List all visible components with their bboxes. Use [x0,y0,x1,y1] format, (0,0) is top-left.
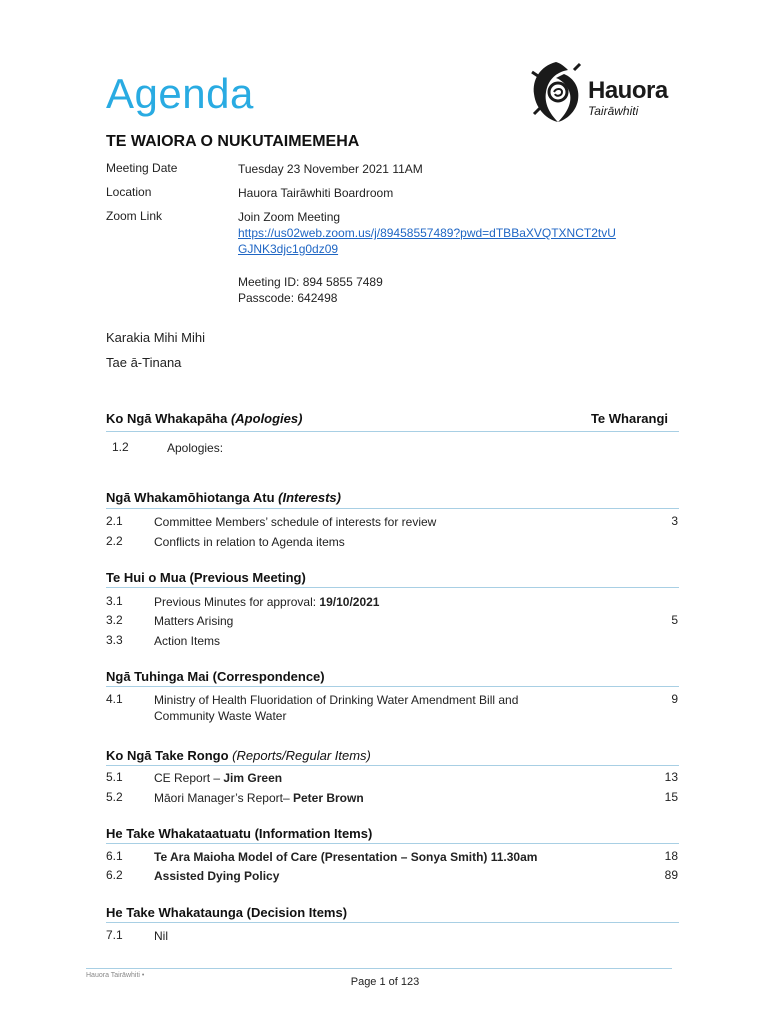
section-divider [106,765,679,766]
item-number: 3.2 [106,613,123,627]
item-number: 3.1 [106,594,123,608]
section-divider [106,431,679,432]
item-number: 6.1 [106,849,123,863]
logo-name: Hauora [588,77,668,104]
item-text-bold: 19/10/2021 [319,595,380,609]
section-reports-title [106,748,371,763]
item-text [154,770,534,786]
item-text [154,594,534,610]
section-decision-title: He Take Whakataunga (Decision Items) [106,905,348,920]
footer-organisation: Hauora Tairāwhiti • [86,972,145,979]
karakia: Karakia Mihi Mihi [106,330,205,345]
section-reports-title-sub: (Reports/Regular Items) [232,748,371,763]
meeting-date-label: Meeting Date [106,161,178,175]
tae-a-tinana: Tae ā-Tinana [106,355,182,370]
meeting-id: Meeting ID: 894 5855 7489 [238,275,383,289]
item-page-number: 9 [671,692,678,706]
item-page-number: 13 [664,770,678,784]
section-apologies-title-sub: (Apologies) [230,411,303,426]
zoom-join-text: Join Zoom Meeting [238,210,341,224]
item-text: Conflicts in relation to Agenda items [154,535,345,549]
page-column-header: Te Wharangi [590,411,668,426]
section-interests-title-sub: (Interests) [278,490,341,505]
section-apologies-title-main: Ko Ngā Whakapāha [106,411,231,426]
item-page-number: 3 [671,514,678,528]
section-interests-title-main: Ngā Whakamōhiotanga Atu [106,490,279,505]
footer-page-number: Page 1 of 123 [350,976,420,988]
passcode: Passcode: 642498 [238,291,338,305]
item-text: Apologies: [167,441,224,455]
section-correspondence-title: Ngā Tuhinga Mai (Correspondence) [106,669,325,684]
logo-subtitle: Tairāwhiti [588,104,639,118]
item-text: Te Ara Maioha Model of Care (Presentation – Sonya Smith) 11.30am [154,850,538,864]
item-number: 5.2 [106,790,123,804]
committee-heading: TE WAIORA O NUKUTAIMEMEHA [106,133,360,150]
meeting-date-value: Tuesday 23 November 2021 11AM [238,162,423,176]
item-page-number: 5 [671,613,678,627]
item-number: 3.3 [106,633,123,647]
item-text: Ministry of Health Fluoridation of Drinking Water Amendment Bill and Community Waste Water [154,693,519,723]
section-divider [106,922,679,923]
item-text: Matters Arising [154,614,234,628]
item-text: Committee Members’ schedule of interests for review [154,515,437,529]
zoom-url-line-2[interactable]: GJNK3djc1g0dz09 [238,242,339,256]
item-page-number: 89 [664,868,678,882]
section-divider [106,508,679,509]
item-number: 6.2 [106,868,123,882]
section-divider [106,686,679,687]
item-page-number: 18 [664,849,678,863]
footer-divider [86,968,672,969]
hauora-logo [528,56,678,126]
section-divider [106,843,679,844]
item-text-plain: Previous Minutes for approval: [154,595,320,609]
section-apologies-title [106,411,302,426]
item-number: 2.1 [106,514,123,528]
item-number: 4.1 [106,692,123,706]
section-interests-title [106,490,341,505]
item-text [154,790,534,806]
section-previous-title: Te Hui o Mua (Previous Meeting) [106,570,306,585]
hauora-logo-mark-icon [528,56,584,126]
section-information-title: He Take Whakataatuatu (Information Items) [106,826,373,841]
item-number: 5.1 [106,770,123,784]
item-text: Nil [154,929,168,943]
item-page-number: 15 [664,790,678,804]
zoom-url-line-1[interactable]: https://us02web.zoom.us/j/89458557489?pwd=dTBBaXVQTXNCT2tvU [238,226,616,240]
location-label: Location [106,185,152,199]
item-text: Action Items [154,634,221,648]
document-title: Agenda [106,70,254,117]
zoom-link-label: Zoom Link [106,209,163,223]
section-reports-title-main: Ko Ngā Take Rongo [106,748,233,763]
item-text-bold: Jim Green [223,771,283,785]
item-number: 7.1 [106,928,123,942]
item-text: Assisted Dying Policy [154,869,280,883]
section-divider [106,587,679,588]
item-number: 2.2 [106,534,123,548]
item-text-plain: Māori Manager’s Report– [154,791,293,805]
item-number: 1.2 [112,440,129,454]
item-text-bold: Peter Brown [292,791,364,805]
item-text-plain: CE Report – [154,771,224,785]
location-value: Hauora Tairāwhiti Boardroom [238,186,394,200]
